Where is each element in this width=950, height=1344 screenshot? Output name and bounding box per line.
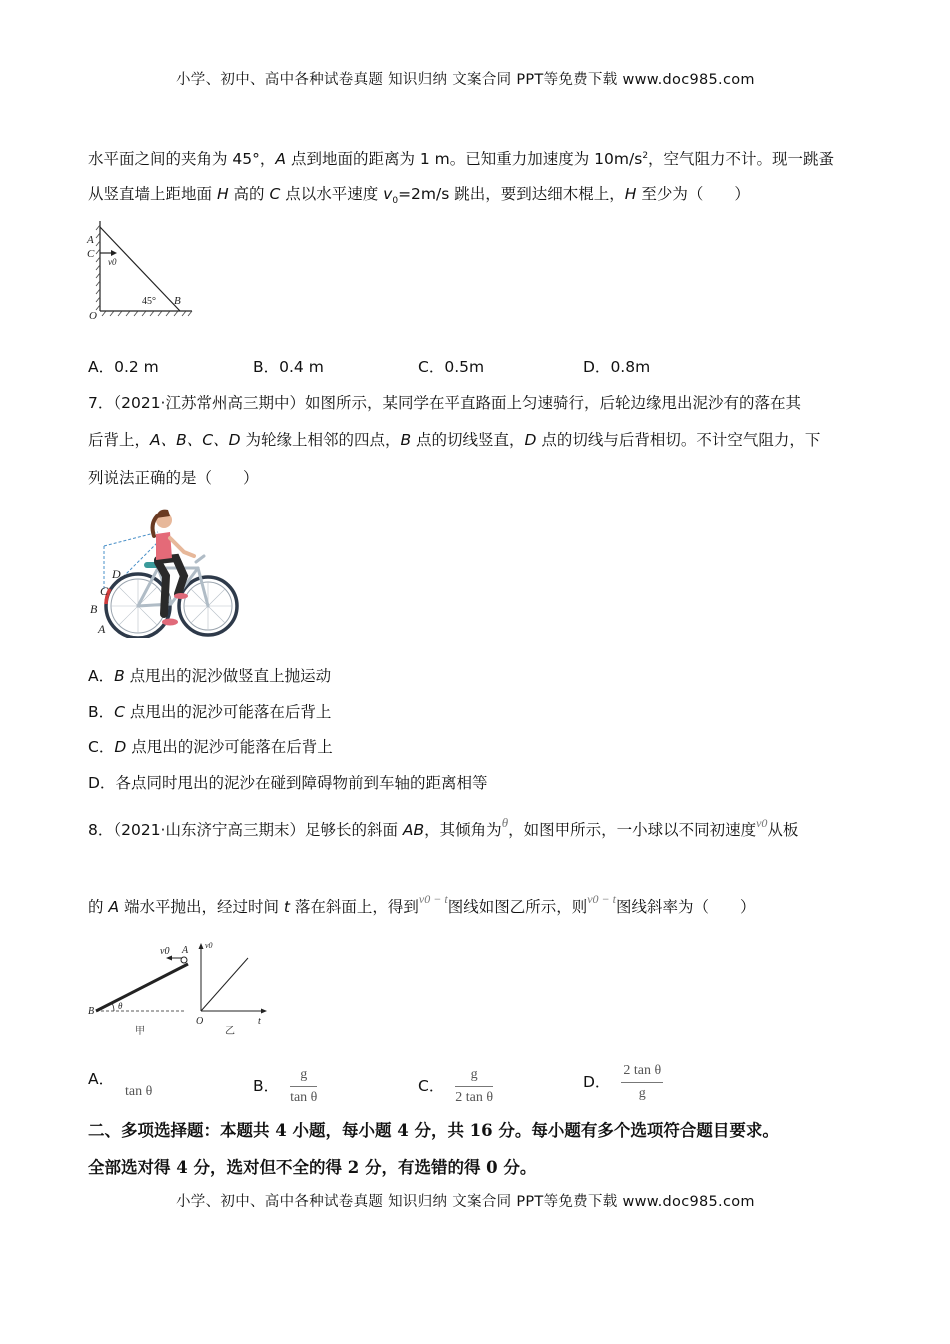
option-label: B． <box>253 1077 280 1095</box>
text: 图线如图乙所示，则 <box>447 898 588 916</box>
q6-option-b <box>253 356 324 378</box>
text: ，其倾角为 <box>424 821 502 839</box>
fraction <box>290 1064 317 1109</box>
text: 图线斜率为（ ） <box>615 898 756 916</box>
text: 为轮缘上相邻的四点， <box>240 431 401 449</box>
q6-wall-diagram <box>84 215 199 325</box>
option-label: C． <box>88 738 115 756</box>
text: 后背上， <box>88 431 151 449</box>
label-v0: v0 <box>160 946 170 957</box>
option-label: A． <box>88 358 115 376</box>
text: =2m/s 跳出，要到达细木棍上， <box>398 185 625 203</box>
text: ，如图甲所示，一小球以不同初速度 <box>508 821 757 839</box>
q6-option-c <box>418 356 484 378</box>
option-point: B <box>114 667 125 685</box>
v0-t-expression: v0 − t <box>418 892 448 906</box>
q7-line-2 <box>88 429 820 451</box>
label-b: B <box>90 602 98 616</box>
segment-ab: AB <box>402 821 425 839</box>
denominator: 2 tan θ <box>455 1090 494 1105</box>
q7-option-b <box>88 701 331 723</box>
text: 点到地面的距离为 1 m。已知重力加速度为 10m/s <box>286 150 643 169</box>
q8-option-d <box>583 1060 663 1105</box>
label-v-axis: v0 <box>205 941 213 950</box>
var-v: v <box>383 185 393 203</box>
label-yi: 乙 <box>225 1026 235 1037</box>
label-theta: θ <box>118 1001 123 1011</box>
text: 水平面之间的夹角为 45°， <box>88 150 276 169</box>
text: 从竖直墙上距地面 <box>88 185 217 203</box>
option-label: D． <box>583 358 611 376</box>
label-jia: 甲 <box>135 1026 145 1037</box>
page-footer: 小学、初中、高中各种试卷真题 知识归纳 文案合同 PPT等免费下载 www.doc985.com <box>176 1194 755 1210</box>
option-label: B． <box>253 358 280 376</box>
subscript: 0 <box>392 196 399 207</box>
label-t: t <box>258 1016 261 1027</box>
text: 8．（2021·山东济宁高三期末）足够长的斜面 <box>88 821 403 839</box>
option-text: 点甩出的泥沙可能落在后背上 <box>126 738 333 756</box>
option-text: 点甩出的泥沙可能落在后背上 <box>124 703 332 721</box>
label-v0: v0 <box>108 257 117 267</box>
q6-option-d <box>583 356 650 378</box>
numerator: 2 tan θ <box>623 1063 662 1078</box>
option-text: 0.2 m <box>114 358 159 376</box>
v0-t-expression: v0 − t <box>587 892 616 906</box>
var-h: H <box>624 185 637 203</box>
denominator: tan θ <box>290 1090 318 1105</box>
points: A、B、C、D <box>150 431 241 449</box>
q8-option-c <box>418 1064 493 1109</box>
var-t: t <box>283 898 290 916</box>
numerator: g <box>300 1067 308 1082</box>
fraction <box>621 1060 663 1105</box>
q7-option-c <box>88 736 333 758</box>
q7-line-1: 7．（2021·江苏常州高三期中）如图所示，某同学在平直路面上匀速骑行，后轮边缘甩出泥沙有的落在其 <box>88 394 801 412</box>
label-c: C <box>100 584 109 598</box>
q6-line-1 <box>88 145 834 170</box>
option-text: 0.8m <box>610 358 651 376</box>
q8-option-a <box>88 1068 153 1099</box>
label-b: B <box>174 295 181 307</box>
option-label: C． <box>418 1077 445 1095</box>
label-o: O <box>89 310 97 322</box>
q7-option-a <box>88 665 331 687</box>
option-label: C． <box>418 358 445 376</box>
option-label: A． <box>88 667 115 685</box>
fraction <box>455 1064 493 1109</box>
page-header: 小学、初中、高中各种试卷真题 知识归纳 文案合同 PPT等免费下载 www.doc985.com <box>176 72 755 88</box>
text: 高的 <box>228 185 270 203</box>
option-point: D <box>114 738 127 756</box>
option-text: 各点同时甩出的泥沙在碰到障碍物前到车轴的距离相等 <box>115 774 488 792</box>
q8-option-b <box>253 1064 317 1109</box>
text: 至少为（ ） <box>636 185 750 203</box>
label-a: A <box>182 945 189 956</box>
point-a: A <box>108 898 120 916</box>
label-d: D <box>112 567 121 581</box>
text: 点以水平速度 <box>280 185 384 203</box>
point-c: C <box>269 185 281 203</box>
theta-symbol: θ <box>501 815 509 830</box>
label-o: O <box>196 1016 204 1027</box>
label-b: B <box>88 1006 95 1017</box>
v0-symbol: v0 <box>756 816 768 830</box>
section-2-instructions: 全部选对得 4 分，选对但不全的得 2 分，有选错的得 0 分。 <box>88 1158 537 1177</box>
option-label: D． <box>583 1073 611 1091</box>
q8-line-2 <box>88 892 756 919</box>
option-text: 0.4 m <box>279 358 324 376</box>
q6-line-2 <box>88 183 750 212</box>
text: 点的切线与后背相切。不计空气阻力，下 <box>536 431 821 449</box>
numerator: g <box>470 1067 478 1082</box>
q7-line-3: 列说法正确的是（ ） <box>88 469 259 487</box>
denominator: g <box>638 1086 646 1101</box>
q6-option-a <box>88 356 159 378</box>
label-angle: 45° <box>142 296 156 307</box>
option-text: 点甩出的泥沙做竖直上抛运动 <box>124 667 332 685</box>
var-h: H <box>216 185 229 203</box>
point-a: A <box>275 150 287 169</box>
text: 落在斜面上，得到 <box>289 898 419 916</box>
q8-line-1 <box>88 815 799 842</box>
label-c: C <box>87 248 95 260</box>
section-2-heading: 二、多项选择题：本题共 4 小题，每小题 4 分，共 16 分。每小题有多个选项符合题目要求。 <box>88 1121 779 1140</box>
q8-incline-graph-figure <box>86 940 271 1040</box>
q7-option-d <box>88 772 487 794</box>
denominator: tan θ <box>125 1083 153 1099</box>
text: 从板 <box>767 821 799 839</box>
fraction <box>125 1081 152 1103</box>
point-b: B <box>400 431 412 449</box>
option-label: A． <box>88 1070 115 1088</box>
option-text: 0.5m <box>444 358 485 376</box>
text: ，空气阻力不计。现一跳蚤 <box>648 150 835 169</box>
label-a: A <box>87 234 94 246</box>
option-label: B． <box>88 703 115 721</box>
text: 的 <box>88 898 109 916</box>
q7-cyclist-figure <box>86 496 246 638</box>
option-label: D． <box>88 774 116 792</box>
superscript: 2 <box>642 151 649 161</box>
option-point: C <box>114 703 125 721</box>
text: 端水平抛出，经过时间 <box>119 898 284 916</box>
point-d: D <box>524 431 537 449</box>
text: 点的切线竖直， <box>411 431 525 449</box>
label-a: A <box>98 622 106 636</box>
